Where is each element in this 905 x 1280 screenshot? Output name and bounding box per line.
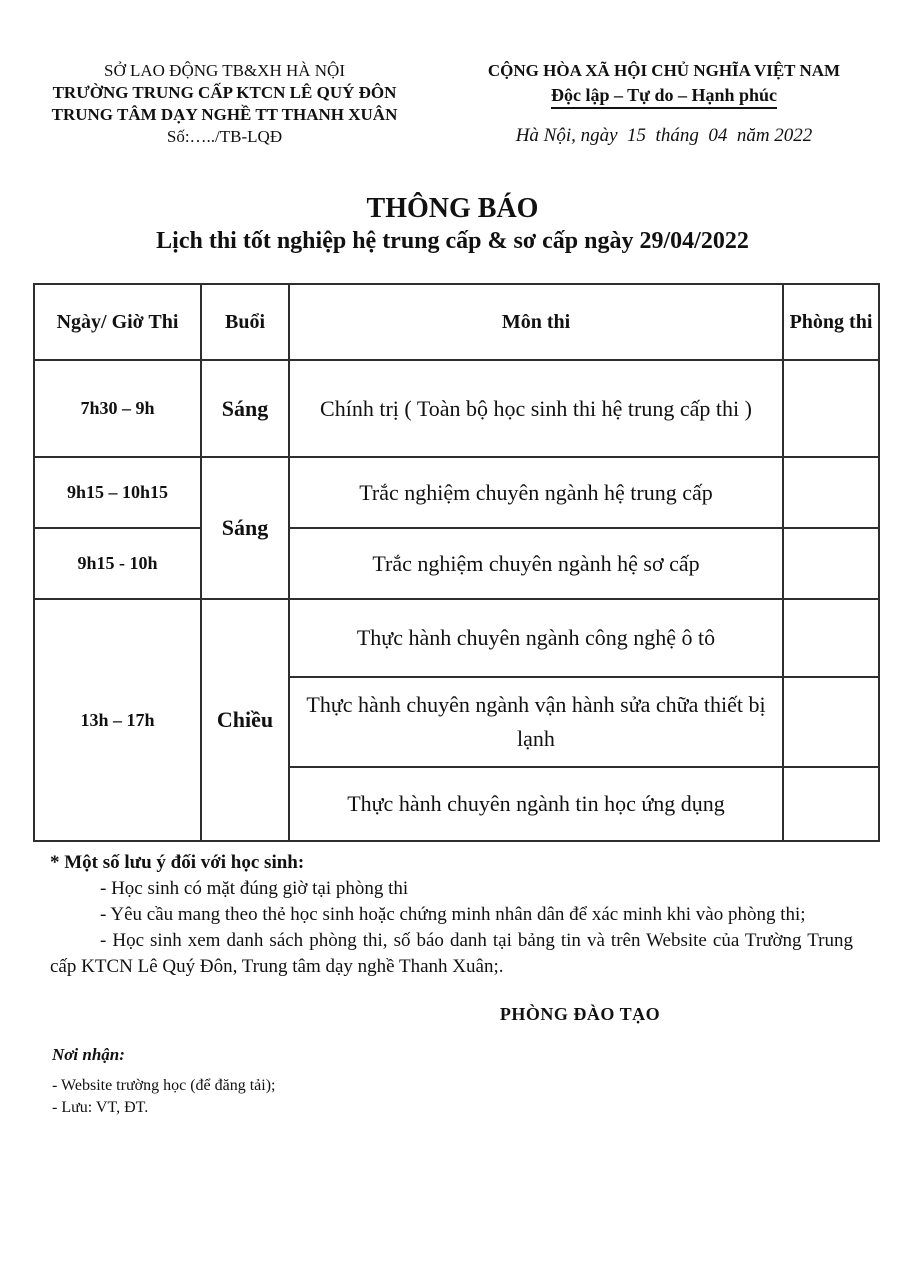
col-header-subject: Môn thi: [289, 284, 783, 360]
exam-time-cell: 13h – 17h: [34, 599, 201, 841]
room-cell: [783, 528, 879, 599]
country-title: CỘNG HÒA XÃ HỘI CHỦ NGHĨA VIỆT NAM: [487, 61, 841, 80]
recipient-item: - Website trường học (để đăng tải);: [52, 1077, 276, 1094]
col-header-time: Ngày/ Giờ Thi: [34, 284, 201, 360]
subject-cell: Thực hành chuyên ngành công nghệ ô tô: [289, 599, 783, 677]
note-item: - Học sinh xem danh sách phòng thi, số báo danh tại bảng tin và trên Website của Trường Trung cấp KTCN Lê Quý Đôn, Trung tâm dạy nghề Thanh Xuân;.: [50, 930, 853, 977]
subject-cell: Thực hành chuyên ngành vận hành sửa chữa thiết bị lạnh: [289, 677, 783, 767]
room-cell: [783, 599, 879, 677]
document-subtitle: Lịch thi tốt nghiệp hệ trung cấp & sơ cấp ngày 29/04/2022: [156, 228, 749, 254]
org-center-name: TRUNG TÂM DẠY NGHỀ TT THANH XUÂN: [51, 105, 398, 124]
recipients-heading: Nơi nhận:: [52, 1045, 125, 1064]
room-cell: [783, 677, 879, 767]
session-cell: Sáng: [201, 360, 289, 457]
signing-department: PHÒNG ĐÀO TẠO: [499, 1004, 661, 1024]
note-item: - Học sinh có mặt đúng giờ tại phòng thi: [100, 878, 409, 899]
recipients-block: [52, 1045, 905, 1119]
national-header-block: [437, 60, 905, 147]
org-parent-name: SỞ LAO ĐỘNG TB&XH HÀ NỘI: [104, 61, 345, 80]
motto-line: [437, 82, 891, 109]
table-header-row: [34, 284, 879, 360]
subject-cell: Trắc nghiệm chuyên ngành hệ trung cấp: [289, 457, 783, 528]
room-cell: [783, 767, 879, 841]
exam-schedule-table: [33, 283, 880, 842]
room-cell: [783, 457, 879, 528]
table-row: [34, 599, 879, 677]
session-cell: Chiều: [201, 599, 289, 841]
col-header-session: Buổi: [201, 284, 289, 360]
room-cell: [783, 360, 879, 457]
col-header-room: Phòng thi: [783, 284, 879, 360]
document-title: THÔNG BÁO: [366, 193, 539, 224]
org-school-name: TRƯỜNG TRUNG CẤP KTCN LÊ QUÝ ĐÔN: [52, 83, 397, 102]
exam-time-cell: 7h30 – 9h: [34, 360, 201, 457]
note-item: - Yêu cầu mang theo thẻ học sinh hoặc chứng minh nhân dân để xác minh khi vào phòng thi;: [100, 904, 806, 925]
letterhead: [0, 60, 905, 148]
subject-cell: Thực hành chuyên ngành tin học ứng dụng: [289, 767, 783, 841]
issuing-org-block: [12, 60, 437, 148]
subject-cell: Trắc nghiệm chuyên ngành hệ sơ cấp: [289, 528, 783, 599]
table-row: [34, 457, 879, 528]
recipient-item: - Lưu: VT, ĐT.: [52, 1099, 149, 1116]
exam-time-cell: 9h15 – 10h15: [34, 457, 201, 528]
table-row: [34, 360, 879, 457]
notes-heading: * Một số lưu ý đối với học sinh:: [50, 852, 305, 873]
subject-cell: Chính trị ( Toàn bộ học sinh thi hệ trung cấp thi ): [289, 360, 783, 457]
place-date-line: Hà Nội, ngày 15 tháng 04 năm 2022: [515, 125, 813, 146]
document-number: Số:…../TB-LQĐ: [166, 127, 283, 146]
national-motto: Độc lập – Tự do – Hạnh phúc: [551, 84, 777, 109]
student-notes: [50, 850, 853, 980]
exam-time-cell: 9h15 - 10h: [34, 528, 201, 599]
table-row: [34, 528, 879, 599]
session-cell: Sáng: [201, 457, 289, 599]
